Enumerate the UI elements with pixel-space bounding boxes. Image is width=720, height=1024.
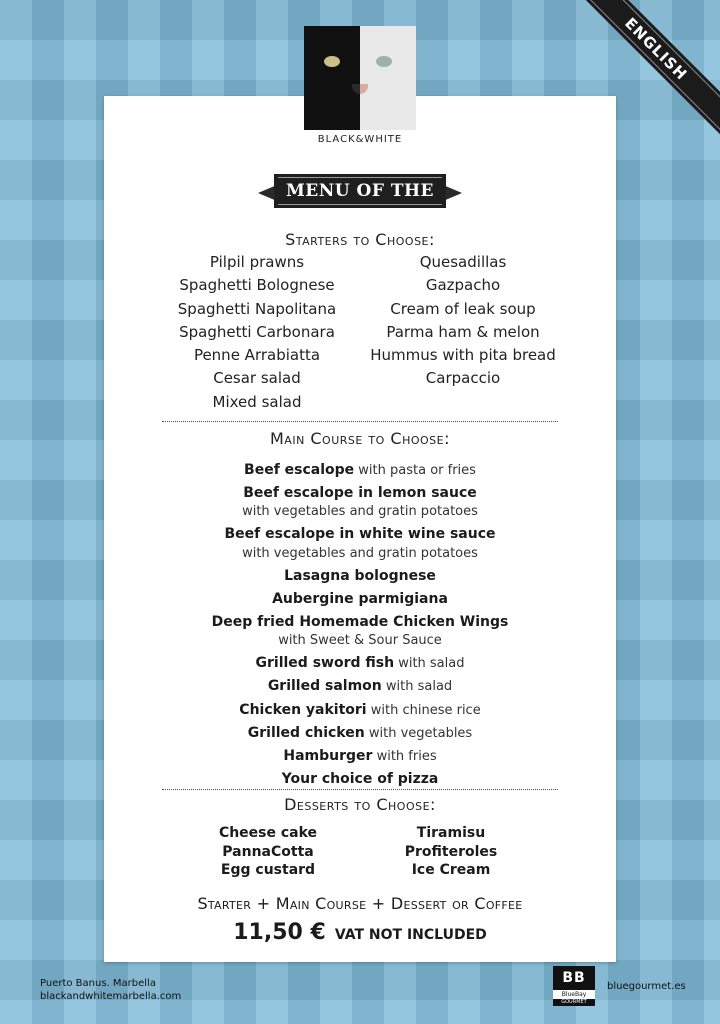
dessert-item: Ice Cream [411,862,491,878]
cat-face-icon [304,26,416,130]
dish-name: Beef escalope in white wine sauce [224,526,496,543]
dish-name: Lasagna bolognese [284,567,436,584]
starter-item: Hummus with pita bread [370,346,556,365]
starter-item: Penne Arrabiatta [193,346,321,365]
desserts-left-list [178,824,358,880]
partner-logo [553,966,595,1006]
menu-title-banner [258,174,462,235]
main-course-item [104,586,616,609]
logo-brand-text: BLACK&WHITE [317,134,403,145]
main-course-item [104,697,616,720]
dish-name: Beef escalope [244,462,355,478]
starter-item: Pilpil prawns [209,253,305,271]
starter-item: Cream of leak soup [390,299,536,318]
dessert-item: Tiramisu [416,825,486,841]
partner-logo-mark: BB [553,966,595,990]
main-course-item [104,650,616,673]
dessert-item: PannaCotta [222,843,314,860]
dish-side-note: with salad [381,679,453,695]
dessert-item: Cheese cake [218,825,318,841]
starter-item: Spaghetti Napolitana [177,299,337,318]
starters-left-list [137,251,377,414]
desserts-heading: Desserts to Choose: [284,795,436,814]
deal-price [104,920,616,945]
main-course-item [104,766,616,789]
starter-item: Spaghetti Carbonara [179,322,335,341]
footer-left [40,977,181,1003]
main-course-item [104,720,616,743]
partner-logo-name: BlueBay [561,991,587,998]
main-course-item [104,673,616,696]
dish-name: Grilled chicken [247,724,365,741]
dish-name: Chicken yakitori [239,701,367,718]
starter-item: Mixed salad [212,392,302,411]
dish-side-note: with fries [372,748,437,764]
menu-title: MENU OF THE DAY [274,174,446,208]
dish-name: Beef escalope in lemon sauce [243,485,477,502]
dish-side-note: with vegetables and gratin potatoes [242,504,478,520]
dish-name: Grilled sword fish [255,655,395,672]
starter-item: Spaghetti Bolognese [179,276,335,295]
dish-name: Grilled salmon [267,678,382,695]
language-ribbon[interactable]: ENGLISH [568,0,720,137]
dish-name: Hamburger [283,747,373,764]
main-course-list [104,457,616,789]
dish-side-note: with pasta or fries [354,463,476,478]
starter-item: Carpaccio [425,369,501,388]
vat-note: VAT NOT INCLUDED [334,927,487,943]
main-course-item [104,480,616,503]
main-course-item [104,563,616,586]
main-course-item [104,609,616,632]
price-amount: 11,50 € [233,920,326,945]
dessert-item: Egg custard [220,862,316,878]
dish-name: Your choice of pizza [281,771,439,788]
dish-name: Aubergine parmigiana [272,590,448,607]
starter-item: Parma ham & melon [386,322,540,341]
main-course-heading: Main Course to Choose: [270,429,450,448]
deal-description: Starter + Main Course + Dessert or Coffee [197,894,523,913]
main-course-item [104,457,616,480]
partner-logo-tag: GOURMET [553,999,595,1006]
dessert-item: Profiteroles [404,843,498,860]
main-course-item [104,521,616,544]
restaurant-logo [304,26,416,154]
starters-right-list [343,251,583,391]
dish-name: Deep fried Homemade Chicken Wings [211,613,509,630]
desserts-right-list [361,824,541,880]
dish-side-note: with vegetables and gratin potatoes [242,545,478,561]
dish-side-note: with salad [394,656,465,672]
main-course-item [104,743,616,766]
website-link-left[interactable]: blackandwhitemarbella.com [40,991,182,1002]
divider [162,789,558,790]
divider [162,421,558,422]
starters-heading: Starters to Choose: [285,230,435,249]
dish-side-note: with chinese rice [366,702,481,718]
starter-item: Cesar salad [213,369,301,388]
starter-item: Quesadillas [419,253,507,271]
website-link-right[interactable]: bluegourmet.es [607,981,686,992]
starter-item: Gazpacho [425,276,501,295]
dish-side-note: with Sweet & Sour Sauce [278,633,442,649]
location-text: Puerto Banus. Marbella [40,978,156,989]
dish-side-note: with vegetables [364,725,473,741]
